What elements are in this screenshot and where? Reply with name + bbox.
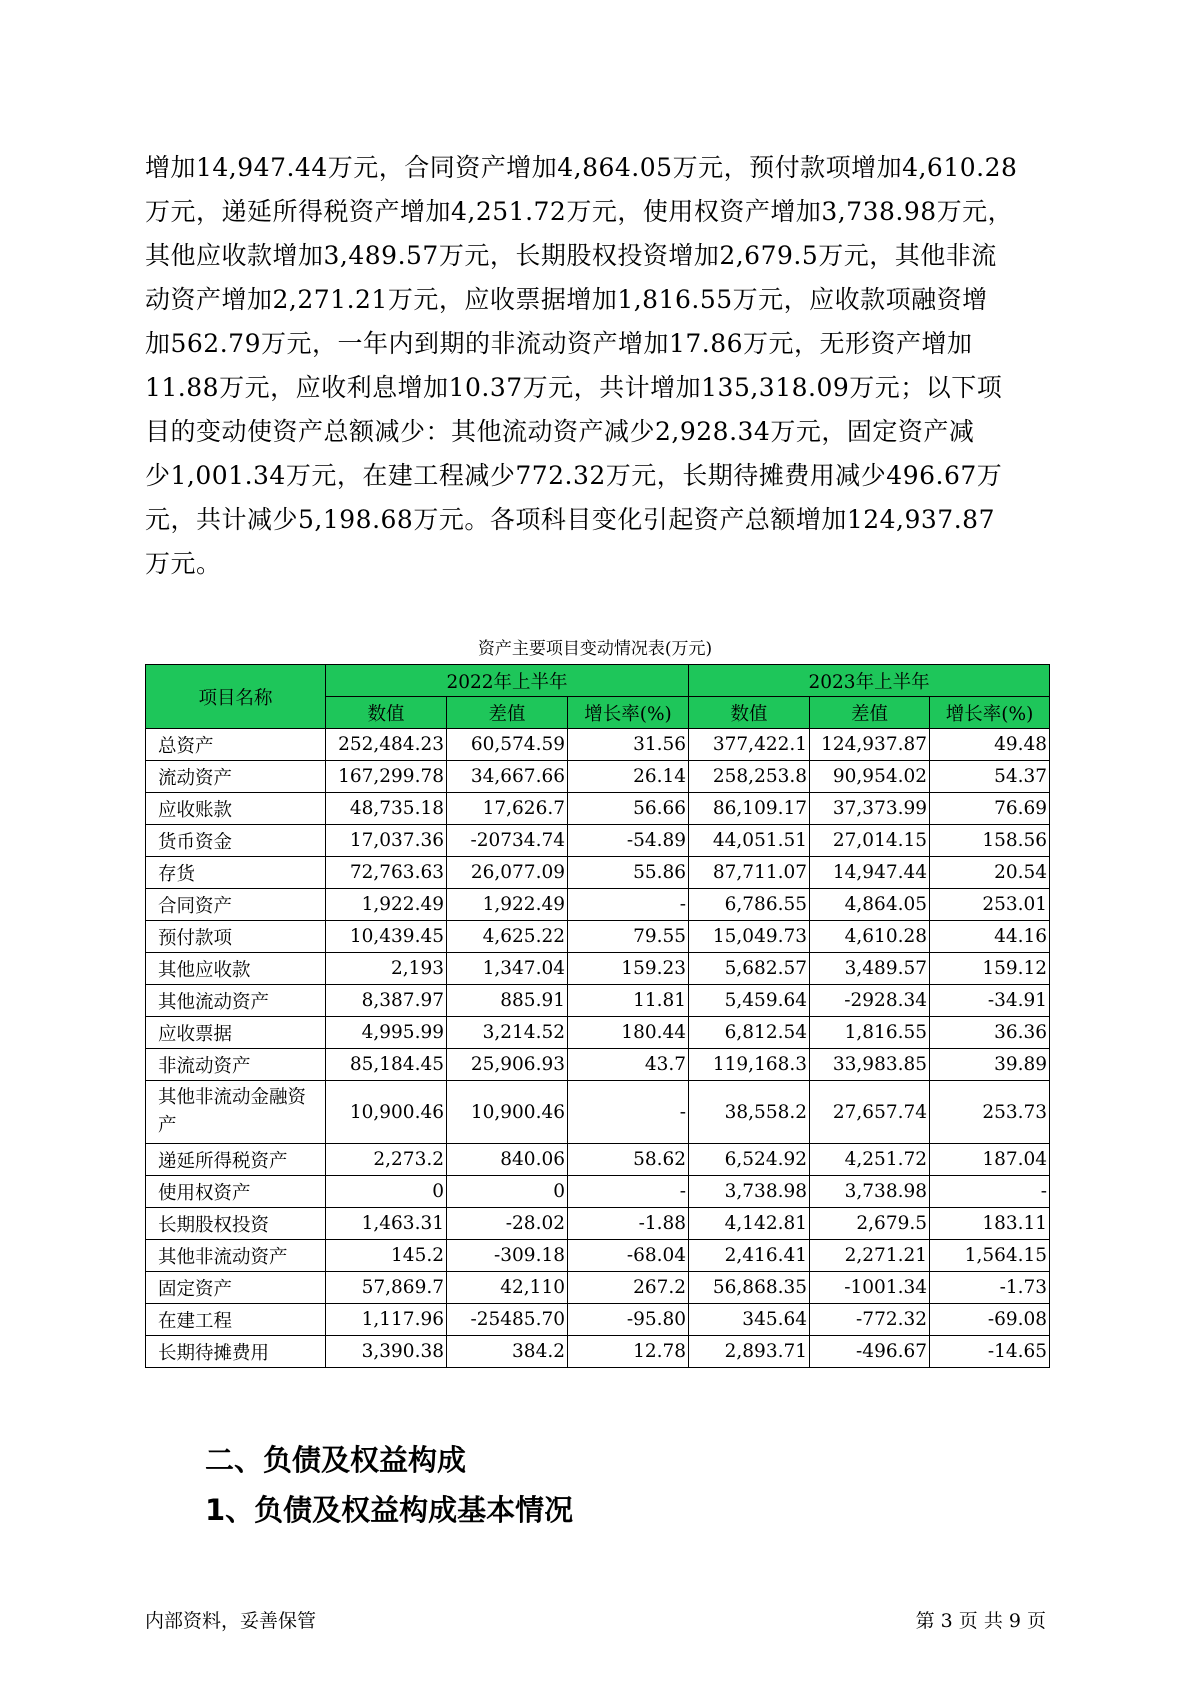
row-item-name: 其他非流动资产: [146, 1240, 326, 1272]
row-cell-value: 42,110: [447, 1272, 568, 1304]
row-item-name: 预付款项: [146, 921, 326, 953]
row-cell-value: 27,014.15: [810, 825, 930, 857]
row-item-name: 其他非流动金融资产: [146, 1081, 326, 1144]
row-cell-value: 15,049.73: [689, 921, 810, 953]
row-cell-value: -: [568, 1176, 689, 1208]
row-item-name: 应收账款: [146, 793, 326, 825]
row-cell-value: 1,463.31: [326, 1208, 447, 1240]
row-cell-value: 25,906.93: [447, 1049, 568, 1081]
row-cell-value: 2,271.21: [810, 1240, 930, 1272]
row-cell-value: 253.73: [930, 1081, 1050, 1144]
row-item-name: 存货: [146, 857, 326, 889]
row-cell-value: 158.56: [930, 825, 1050, 857]
table-row: [146, 729, 1050, 761]
row-cell-value: 2,416.41: [689, 1240, 810, 1272]
row-cell-value: -772.32: [810, 1304, 930, 1336]
row-cell-value: 72,763.63: [326, 857, 447, 889]
row-cell-value: 37,373.99: [810, 793, 930, 825]
row-cell-value: 2,893.71: [689, 1336, 810, 1368]
row-cell-value: 5,459.64: [689, 985, 810, 1017]
row-item-name: 总资产: [146, 729, 326, 761]
row-cell-value: 3,390.38: [326, 1336, 447, 1368]
row-cell-value: 86,109.17: [689, 793, 810, 825]
row-cell-value: 10,900.46: [447, 1081, 568, 1144]
row-cell-value: 90,954.02: [810, 761, 930, 793]
table-row: [146, 921, 1050, 953]
row-cell-value: 56,868.35: [689, 1272, 810, 1304]
row-cell-value: 840.06: [447, 1144, 568, 1176]
paragraph-line: 动资产增加2,271.21万元，应收票据增加1,816.55万元，应收款项融资增: [145, 285, 988, 314]
row-cell-value: 3,214.52: [447, 1017, 568, 1049]
row-cell-value: 1,922.49: [447, 889, 568, 921]
paragraph-line: 其他应收款增加3,489.57万元，长期股权投资增加2,679.5万元，其他非流: [145, 241, 997, 270]
row-cell-value: 124,937.87: [810, 729, 930, 761]
row-cell-value: 0: [326, 1176, 447, 1208]
subsection-heading: 1、负债及权益构成基本情况: [205, 1493, 574, 1527]
row-cell-value: 4,995.99: [326, 1017, 447, 1049]
row-cell-value: 14,947.44: [810, 857, 930, 889]
row-item-name: 长期待摊费用: [146, 1336, 326, 1368]
row-cell-value: 4,142.81: [689, 1208, 810, 1240]
row-item-name: 其他流动资产: [146, 985, 326, 1017]
row-cell-value: 76.69: [930, 793, 1050, 825]
period-2022-header: 2022年上半年: [326, 665, 689, 697]
row-cell-value: -14.65: [930, 1336, 1050, 1368]
row-cell-value: 0: [447, 1176, 568, 1208]
row-cell-value: 159.23: [568, 953, 689, 985]
row-cell-value: -1.88: [568, 1208, 689, 1240]
row-cell-value: 3,738.98: [810, 1176, 930, 1208]
row-cell-value: 11.81: [568, 985, 689, 1017]
table-row: [146, 793, 1050, 825]
row-cell-value: -309.18: [447, 1240, 568, 1272]
row-cell-value: -1.73: [930, 1272, 1050, 1304]
paragraph-line: 加562.79万元，一年内到期的非流动资产增加17.86万元，无形资产增加: [145, 329, 973, 358]
row-cell-value: -: [568, 889, 689, 921]
row-item-name: 合同资产: [146, 889, 326, 921]
row-cell-value: 119,168.3: [689, 1049, 810, 1081]
row-cell-value: -25485.70: [447, 1304, 568, 1336]
table-row: [146, 857, 1050, 889]
row-cell-value: 1,117.96: [326, 1304, 447, 1336]
row-cell-value: 4,864.05: [810, 889, 930, 921]
row-cell-value: 1,347.04: [447, 953, 568, 985]
row-cell-value: 85,184.45: [326, 1049, 447, 1081]
table-caption: 资产主要项目变动情况表(万元): [477, 639, 713, 659]
row-cell-value: 3,489.57: [810, 953, 930, 985]
paragraph-line: 增加14,947.44万元，合同资产增加4,864.05万元，预付款项增加4,610.28: [145, 153, 1018, 182]
row-cell-value: 87,711.07: [689, 857, 810, 889]
row-cell-value: 1,564.15: [930, 1240, 1050, 1272]
value-header: 数值: [689, 697, 810, 729]
table-row: [146, 1081, 1050, 1144]
body-paragraph: [145, 146, 1045, 586]
row-cell-value: 57,869.7: [326, 1272, 447, 1304]
table-row: [146, 761, 1050, 793]
row-cell-value: -: [930, 1176, 1050, 1208]
paragraph-line: 11.88万元，应收利息增加10.37万元，共计增加135,318.09万元；以下项: [145, 373, 1003, 402]
row-cell-value: -68.04: [568, 1240, 689, 1272]
row-cell-value: 2,679.5: [810, 1208, 930, 1240]
table-row: [146, 1176, 1050, 1208]
row-cell-value: -: [568, 1081, 689, 1144]
item-name-header: 项目名称: [146, 665, 326, 729]
table-row: [146, 1208, 1050, 1240]
paragraph-line: 万元。: [145, 549, 222, 578]
row-cell-value: 54.37: [930, 761, 1050, 793]
row-cell-value: 33,983.85: [810, 1049, 930, 1081]
row-cell-value: 26,077.09: [447, 857, 568, 889]
row-cell-value: 377,422.1: [689, 729, 810, 761]
row-cell-value: 6,812.54: [689, 1017, 810, 1049]
row-cell-value: 20.54: [930, 857, 1050, 889]
row-cell-value: 253.01: [930, 889, 1050, 921]
section-heading: 二、负债及权益构成: [205, 1443, 467, 1477]
row-cell-value: 38,558.2: [689, 1081, 810, 1144]
row-cell-value: -2928.34: [810, 985, 930, 1017]
row-item-name: 流动资产: [146, 761, 326, 793]
row-cell-value: 159.12: [930, 953, 1050, 985]
row-cell-value: 44.16: [930, 921, 1050, 953]
footer-page-number: 第 3 页 共 9 页: [915, 1610, 1046, 1632]
row-cell-value: 4,610.28: [810, 921, 930, 953]
row-cell-value: -34.91: [930, 985, 1050, 1017]
row-cell-value: 48,735.18: [326, 793, 447, 825]
diff-header: 差值: [810, 697, 930, 729]
growth-header: 增长率(%): [930, 697, 1050, 729]
row-cell-value: 39.89: [930, 1049, 1050, 1081]
row-cell-value: -28.02: [447, 1208, 568, 1240]
table-row: [146, 889, 1050, 921]
table-body: [146, 729, 1050, 1368]
footer-confidential-note: 内部资料，妥善保管: [145, 1610, 317, 1632]
row-item-name: 在建工程: [146, 1304, 326, 1336]
row-cell-value: 384.2: [447, 1336, 568, 1368]
row-cell-value: 49.48: [930, 729, 1050, 761]
assets-change-table: [145, 664, 1050, 1368]
row-cell-value: 10,900.46: [326, 1081, 447, 1144]
row-item-name: 固定资产: [146, 1272, 326, 1304]
row-cell-value: 5,682.57: [689, 953, 810, 985]
paragraph-line: 万元，递延所得税资产增加4,251.72万元，使用权资产增加3,738.98万元，: [145, 197, 1014, 226]
row-cell-value: 4,625.22: [447, 921, 568, 953]
row-cell-value: 1,816.55: [810, 1017, 930, 1049]
row-cell-value: 145.2: [326, 1240, 447, 1272]
table-row: [146, 825, 1050, 857]
row-cell-value: 180.44: [568, 1017, 689, 1049]
row-cell-value: 10,439.45: [326, 921, 447, 953]
row-cell-value: 26.14: [568, 761, 689, 793]
row-cell-value: 2,193: [326, 953, 447, 985]
paragraph-line: 元，共计减少5,198.68万元。各项科目变化引起资产总额增加124,937.87: [145, 505, 995, 534]
paragraph-line: 少1,001.34万元，在建工程减少772.32万元，长期待摊费用减少496.67万: [145, 461, 1003, 490]
table-row: [146, 1017, 1050, 1049]
row-cell-value: 12.78: [568, 1336, 689, 1368]
row-cell-value: 8,387.97: [326, 985, 447, 1017]
table-row: [146, 985, 1050, 1017]
table-row: [146, 1272, 1050, 1304]
row-cell-value: 187.04: [930, 1144, 1050, 1176]
table-row: [146, 1049, 1050, 1081]
row-cell-value: 17,037.36: [326, 825, 447, 857]
row-cell-value: 58.62: [568, 1144, 689, 1176]
row-cell-value: 258,253.8: [689, 761, 810, 793]
row-cell-value: 885.91: [447, 985, 568, 1017]
row-cell-value: 345.64: [689, 1304, 810, 1336]
table-row: [146, 953, 1050, 985]
growth-header: 增长率(%): [568, 697, 689, 729]
row-cell-value: 252,484.23: [326, 729, 447, 761]
row-item-name: 使用权资产: [146, 1176, 326, 1208]
table-header-row: [146, 665, 1050, 697]
row-item-name: 递延所得税资产: [146, 1144, 326, 1176]
row-cell-value: 43.7: [568, 1049, 689, 1081]
paragraph-line: 目的变动使资产总额减少：其他流动资产减少2,928.34万元，固定资产减: [145, 417, 975, 446]
row-cell-value: 3,738.98: [689, 1176, 810, 1208]
row-item-name: 应收票据: [146, 1017, 326, 1049]
row-cell-value: 27,657.74: [810, 1081, 930, 1144]
row-cell-value: 36.36: [930, 1017, 1050, 1049]
row-cell-value: 167,299.78: [326, 761, 447, 793]
table-row: [146, 1144, 1050, 1176]
row-cell-value: -20734.74: [447, 825, 568, 857]
row-cell-value: -69.08: [930, 1304, 1050, 1336]
row-cell-value: 6,524.92: [689, 1144, 810, 1176]
row-cell-value: 60,574.59: [447, 729, 568, 761]
row-cell-value: -496.67: [810, 1336, 930, 1368]
row-cell-value: 6,786.55: [689, 889, 810, 921]
table-row: [146, 1304, 1050, 1336]
row-item-name: 其他应收款: [146, 953, 326, 985]
row-cell-value: 17,626.7: [447, 793, 568, 825]
period-2023-header: 2023年上半年: [689, 665, 1050, 697]
row-cell-value: 31.56: [568, 729, 689, 761]
value-header: 数值: [326, 697, 447, 729]
row-cell-value: 55.86: [568, 857, 689, 889]
row-item-name: 货币资金: [146, 825, 326, 857]
row-cell-value: 183.11: [930, 1208, 1050, 1240]
row-cell-value: -1001.34: [810, 1272, 930, 1304]
row-cell-value: 1,922.49: [326, 889, 447, 921]
row-cell-value: 2,273.2: [326, 1144, 447, 1176]
row-item-name: 长期股权投资: [146, 1208, 326, 1240]
table-row: [146, 1336, 1050, 1368]
row-cell-value: 34,667.66: [447, 761, 568, 793]
row-cell-value: 267.2: [568, 1272, 689, 1304]
row-cell-value: -54.89: [568, 825, 689, 857]
row-cell-value: 79.55: [568, 921, 689, 953]
row-cell-value: 4,251.72: [810, 1144, 930, 1176]
row-cell-value: -95.80: [568, 1304, 689, 1336]
diff-header: 差值: [447, 697, 568, 729]
row-cell-value: 44,051.51: [689, 825, 810, 857]
row-item-name: 非流动资产: [146, 1049, 326, 1081]
row-cell-value: 56.66: [568, 793, 689, 825]
table-row: [146, 1240, 1050, 1272]
